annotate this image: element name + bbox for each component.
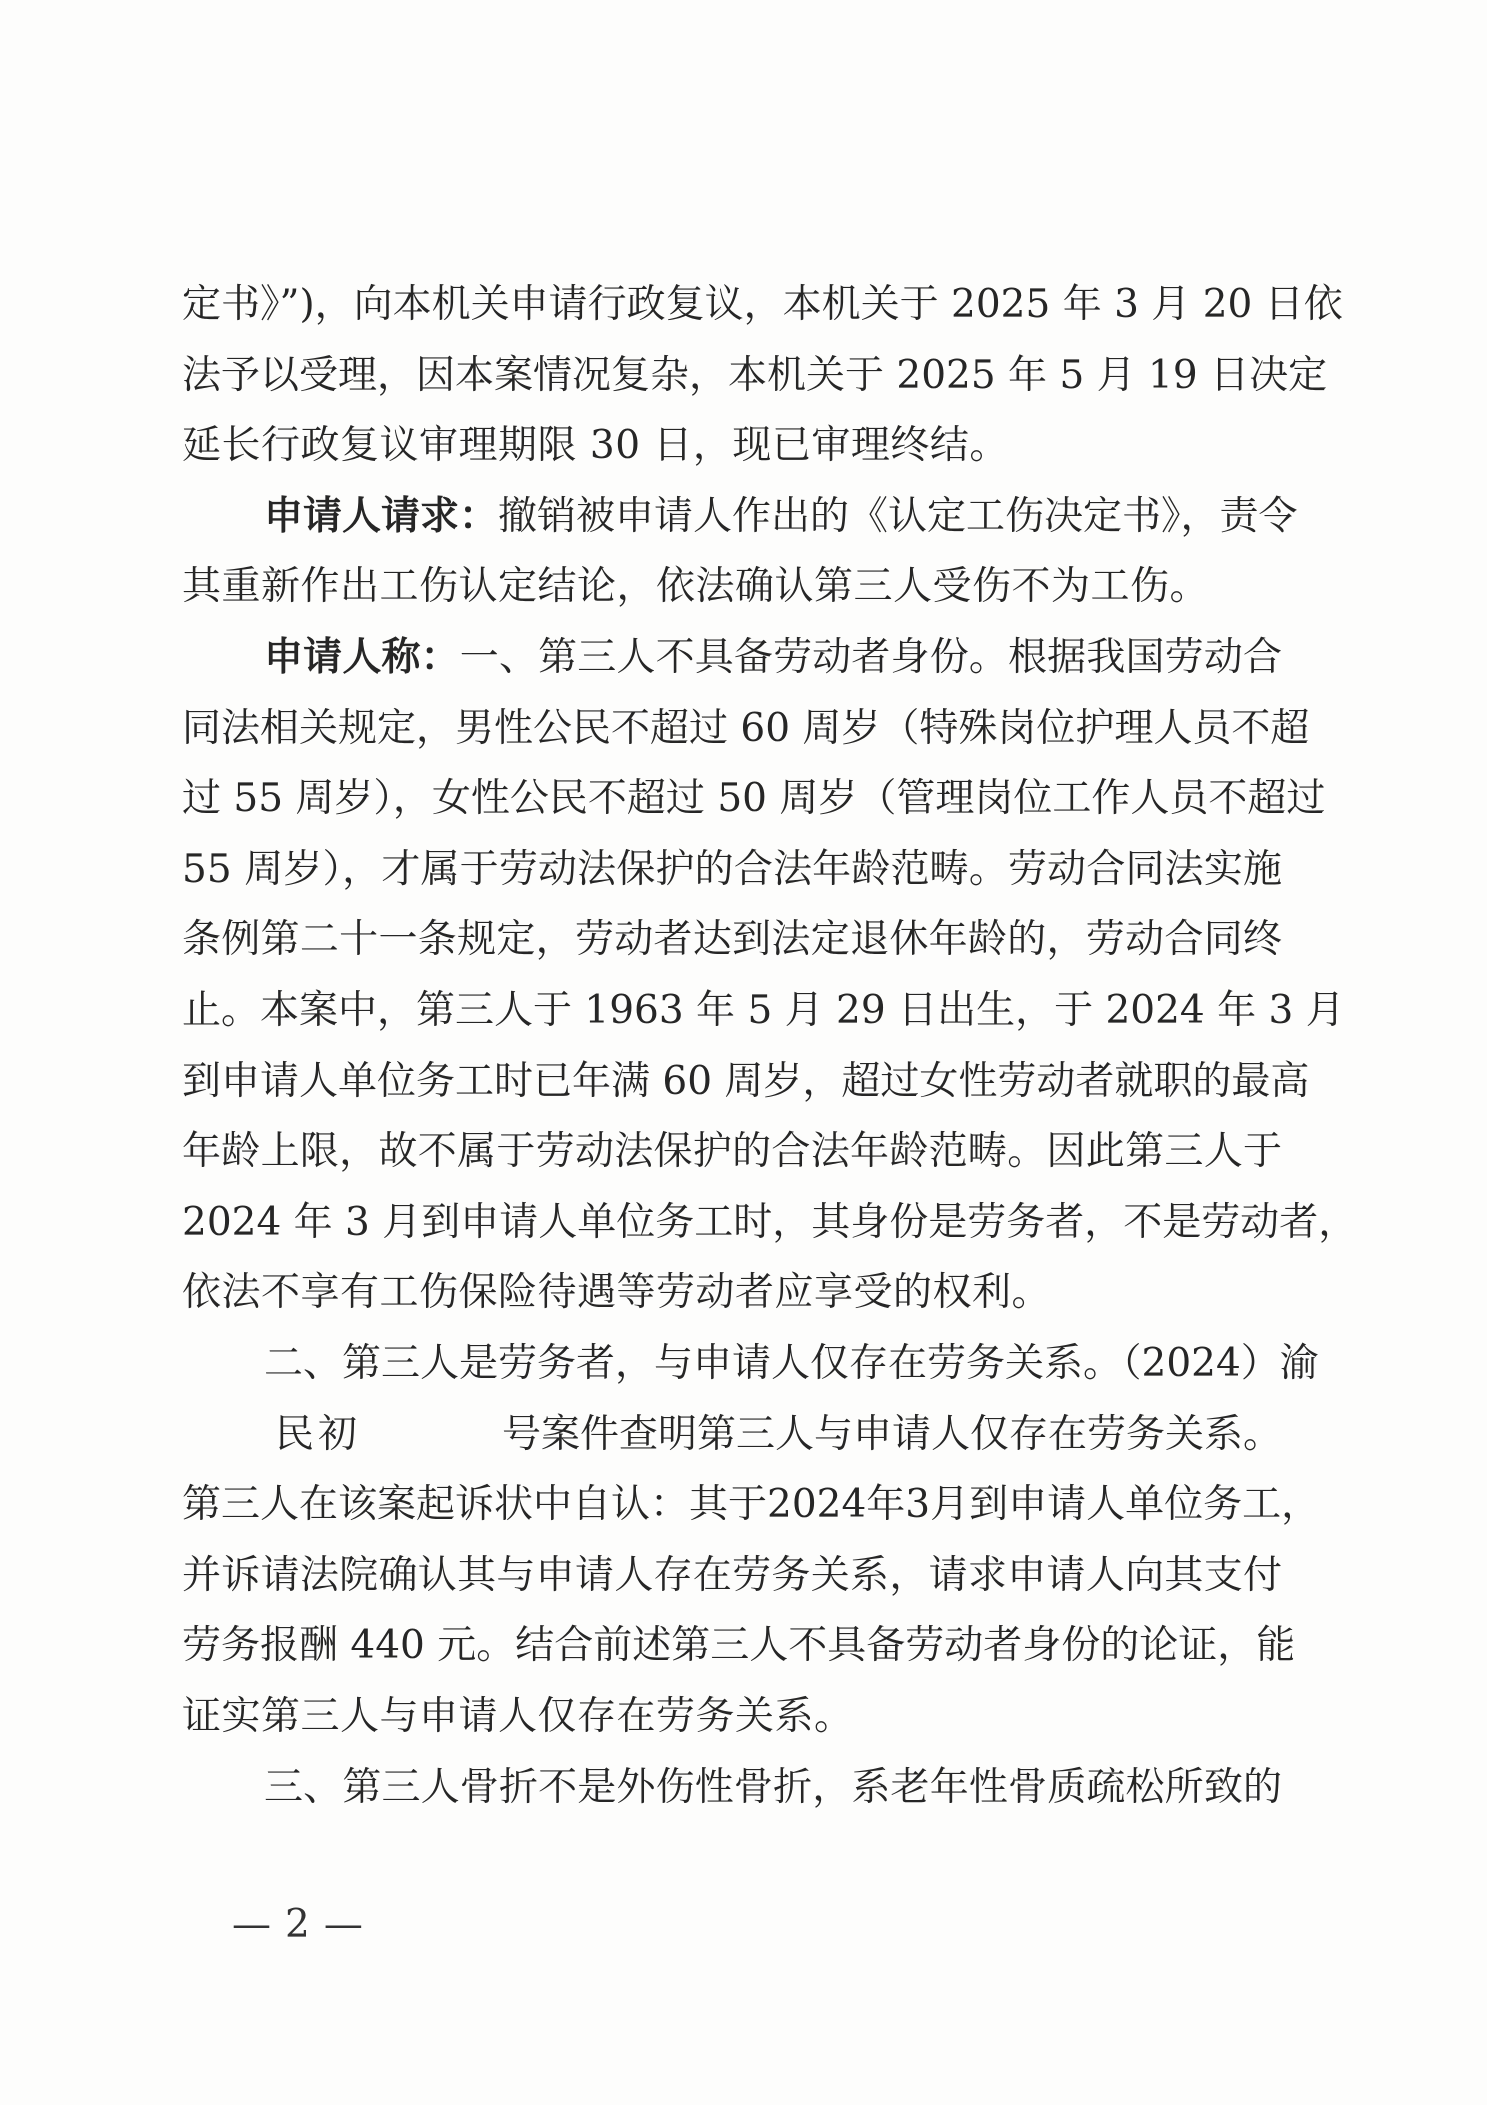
body-line: 三、第三人骨折不是外伤性骨折，系老年性骨质疏松所致的 — [264, 1765, 1282, 1810]
body-line: 定书》”)，向本机关申请行政复议，本机关于 2025 年 3 月 20 日依 — [182, 282, 1343, 327]
body-line: 到申请人单位务工时已年满 60 周岁，超过女性劳动者就职的最高 — [182, 1059, 1310, 1104]
body-line: 延长行政复议审理期限 30 日，现已审理终结。 — [182, 423, 1009, 468]
request-label: 申请人请求： — [264, 494, 499, 539]
body-line: 止。本案中，第三人于 1963 年 5 月 29 日出生，于 2024 年 3 月 — [182, 988, 1345, 1033]
request-paragraph-line — [264, 482, 1298, 552]
body-line: 第三人在该案起诉状中自认：其于2024年3月到申请人单位务工， — [182, 1482, 1321, 1527]
page-number-footer — [232, 1895, 363, 1955]
body-line: 依法不享有工伤保险待遇等劳动者应享受的权利。 — [182, 1270, 1052, 1315]
case-number-prefix: 民初 — [275, 1412, 362, 1457]
body-line: 其重新作出工伤认定结论，依法确认第三人受伤不为工伤。 — [182, 564, 1210, 609]
body-line: 法予以受理，因本案情况复杂，本机关于 2025 年 5 月 19 日决定 — [182, 353, 1328, 398]
body-line: 条例第二十一条规定，劳动者达到法定退休年龄的，劳动合同终 — [182, 917, 1282, 962]
claim-text: 一、第三人不具备劳动者身份。根据我国劳动合 — [459, 635, 1282, 680]
body-line: 证实第三人与申请人仅存在劳务关系。 — [182, 1694, 854, 1739]
case-number-line — [0, 1400, 1487, 1470]
body-line: 年龄上限，故不属于劳动法保护的合法年龄范畴。因此第三人于 — [182, 1129, 1282, 1174]
footer-dash-left: — — [232, 1902, 271, 1947]
claim-label: 申请人称： — [264, 635, 460, 680]
body-line: 2024 年 3 月到申请人单位务工时，其身份是劳务者，不是劳动者， — [182, 1200, 1358, 1245]
footer-dash-right: — — [323, 1902, 363, 1947]
claim-paragraph-line — [264, 623, 1282, 693]
body-line: 55 周岁），才属于劳动法保护的合法年龄范畴。劳动合同法实施 — [182, 847, 1282, 892]
body-line: 过 55 周岁），女性公民不超过 50 周岁（管理岗位工作人员不超过 — [182, 776, 1326, 821]
body-line: 二、第三人是劳务者，与申请人仅存在劳务关系。（2024）渝 — [264, 1341, 1319, 1386]
page-number: 2 — [285, 1902, 310, 1947]
body-line: 劳务报酬 440 元。结合前述第三人不具备劳动者身份的论证，能 — [182, 1623, 1296, 1668]
body-line: 同法相关规定，男性公民不超过 60 周岁（特殊岗位护理人员不超 — [182, 706, 1310, 751]
body-line: 并诉请法院确认其与申请人存在劳务关系，请求申请人向其支付 — [182, 1553, 1282, 1598]
case-number-suffix: 号案件查明第三人与申请人仅存在劳务关系。 — [502, 1412, 1283, 1457]
request-text: 撤销被申请人作出的《认定工伤决定书》，责令 — [498, 494, 1298, 539]
